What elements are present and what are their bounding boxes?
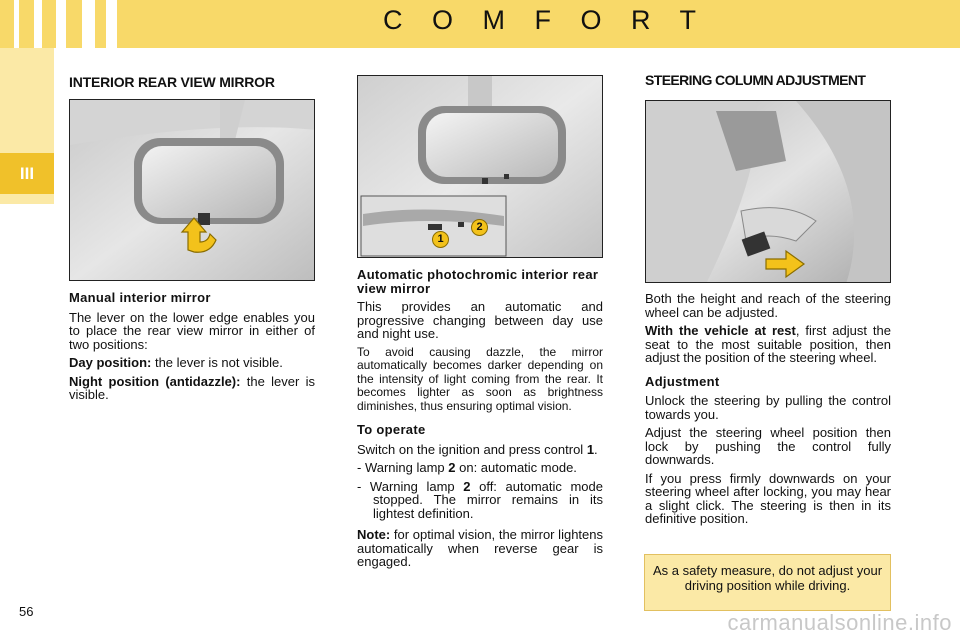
- middle-column: [357, 268, 603, 574]
- sidebar-band: [0, 48, 54, 153]
- night-position-label: Night position (antidazzle):: [69, 373, 241, 389]
- day-position-text: [69, 356, 315, 370]
- item2-prefix: - Warning lamp: [357, 478, 464, 494]
- rest-text: [645, 324, 891, 365]
- item1-prefix: - Warning lamp: [357, 460, 449, 475]
- press-text: If you press firmly downwards on your steering wheel after locking, you may hear a slight click. The steering is then in its definitive position.: [645, 470, 891, 526]
- note-desc: for optimal vision, the mirror lightens automatically when reverse gear is engaged.: [357, 527, 603, 569]
- callout-2: 2: [471, 219, 488, 236]
- left-column-text: [69, 291, 315, 407]
- photochromic-para1: This provides an automatic and progressive changing between day use and night use.: [357, 299, 603, 341]
- chapter-title: C O M F O R T: [383, 5, 707, 35]
- right-column: [645, 74, 891, 93]
- item1-suffix: on: automatic mode.: [455, 460, 577, 475]
- item1-number: 2: [448, 460, 456, 475]
- chapter-tab-label: III: [19, 164, 35, 183]
- night-position-desc: the lever is visible.: [69, 373, 315, 402]
- item2-number: 2: [463, 478, 471, 494]
- steering-column-drawing: [646, 101, 891, 283]
- adjust-text: Adjust the steering wheel position then lock by pushing the control fully downwards.: [645, 425, 891, 467]
- watermark: carmanualsonline.info: [727, 610, 952, 635]
- header-stripe: [34, 0, 42, 48]
- page-number: 56: [19, 604, 34, 619]
- steering-heading: STEERING COLUMN ADJUSTMENT: [645, 72, 866, 88]
- warning-lamp-on-item: [357, 461, 603, 475]
- safety-warning-box: As a safety measure, do not adjust your driving position while driving.: [644, 554, 891, 611]
- warning-lamp-off-item: [357, 480, 603, 521]
- manual-mirror-intro: The lever on the lower edge enables you to place the rear view mirror in either of two positions:: [69, 309, 315, 352]
- unlock-text: Unlock the steering by pulling the control towards you.: [645, 393, 891, 422]
- header-stripe: [14, 0, 19, 48]
- callout-1: 1: [432, 231, 449, 248]
- photochromic-heading: Automatic photochromic interior rear view mirror: [357, 267, 599, 296]
- period: .: [594, 441, 598, 457]
- header-stripe: [82, 0, 95, 48]
- switch-on-desc: Switch on the ignition and press control: [357, 441, 587, 457]
- interior-mirror-heading: INTERIOR REAR VIEW MIRROR: [69, 74, 275, 90]
- header-stripe: [106, 0, 117, 48]
- adjustment-heading: Adjustment: [645, 373, 720, 389]
- header-stripe: [56, 0, 66, 48]
- item2-suffix: off: automatic mode stopped. The mirror remains in its lightest definition.: [373, 478, 603, 521]
- to-operate-heading: To operate: [357, 422, 426, 437]
- manual-mirror-drawing: [70, 100, 315, 281]
- rest-label: With the vehicle at rest: [645, 323, 796, 338]
- photochromic-para2: To avoid causing dazzle, the mirror automatically becomes darker depending on the intensity of light coming from the rear. It becomes lighter as soon as brightness diminishes, thus ensuring optimal vision.: [357, 344, 603, 413]
- right-column-text: [645, 292, 891, 531]
- chapter-tab: [0, 153, 54, 194]
- photochromic-mirror-illustration: [357, 75, 603, 258]
- chapter-header: [0, 0, 960, 48]
- note-text: [357, 528, 603, 569]
- steering-para1: Both the height and reach of the steering wheel can be adjusted.: [645, 291, 891, 320]
- manual-mirror-heading: Manual interior mirror: [69, 290, 211, 305]
- day-position-desc: the lever is not visible.: [151, 355, 283, 370]
- switch-on-text: [357, 443, 603, 457]
- sidebar-band: [0, 194, 54, 204]
- control-number: 1: [586, 441, 595, 457]
- steering-column-illustration: [645, 100, 891, 283]
- manual-mirror-illustration: [69, 99, 315, 281]
- rest-desc: , first adjust the seat to the most suitable position, then adjust the position of the steering wheel.: [645, 323, 891, 365]
- note-label: Note:: [357, 527, 391, 542]
- left-column: [69, 76, 315, 95]
- day-position-label: Day position:: [69, 355, 152, 370]
- night-position-text: [69, 375, 315, 402]
